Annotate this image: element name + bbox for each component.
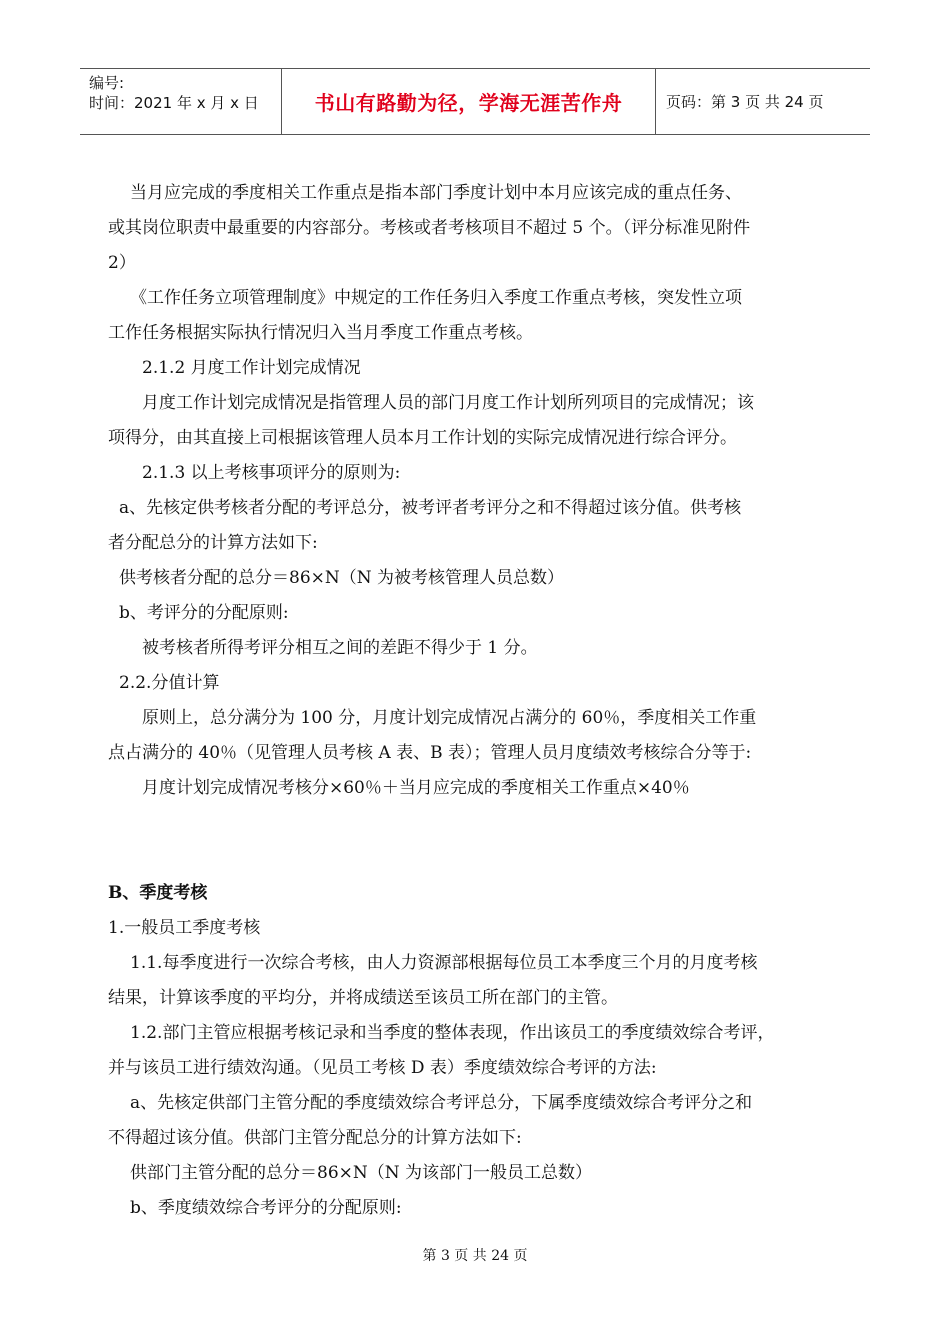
header-motto: 书山有路勤为径，学海无涯苦作舟 [282,69,656,134]
document-number-label: 编号: [89,74,125,92]
paragraph-line: 1.2.部门主管应根据考核记录和当季度的整体表现，作出该员工的季度绩效综合考评， [130,1023,775,1043]
paragraph-line: 当月应完成的季度相关工作重点是指本部门季度计划中本月应该完成的重点任务、 [130,183,742,203]
paragraph-line: 并与该员工进行绩效沟通。（见员工考核 D 表）季度绩效综合考评的方法: [108,1058,657,1078]
paragraph-line: 者分配总分的计算方法如下: [108,533,318,553]
paragraph-line: 项得分，由其直接上司根据该管理人员本月工作计划的实际完成情况进行综合评分。 [108,428,737,448]
paragraph-line: 《工作任务立项管理制度》中规定的工作任务归入季度工作重点考核，突发性立项 [130,288,742,308]
paragraph-line: 点占满分的 40％（见管理人员考核 A 表、B 表）；管理人员月度绩效考核综合分等于: [108,743,752,763]
section-heading: 1.一般员工季度考核 [108,918,261,938]
paragraph-line: b、季度绩效综合考评分的分配原则: [130,1198,402,1218]
paragraph-line: 被考核者所得考评分相互之间的差距不得少于 1 分。 [142,638,538,658]
document-date: 时间：2021 年 x 月 x 日 [89,94,259,112]
paragraph-line: 2） [108,253,136,273]
paragraph-line: 工作任务根据实际执行情况归入当月季度工作重点考核。 [108,323,533,343]
paragraph-line: a、先核定供考核者分配的考评总分，被考评者考评分之和不得超过该分值。供考核 [119,498,742,518]
formula-line: 供考核者分配的总分＝86×N（N 为被考核管理人员总数） [119,568,565,588]
section-heading: 2.1.3 以上考核事项评分的原则为: [142,463,401,483]
section-heading: 2.2.分值计算 [119,673,220,693]
paragraph-line: 1.1.每季度进行一次综合考核，由人力资源部根据每位员工本季度三个月的月度考核 [130,953,758,973]
paragraph-line: 结果，计算该季度的平均分，并将成绩送至该员工所在部门的主管。 [108,988,618,1008]
page-footer: 第 3 页 共 24 页 [422,1248,528,1264]
paragraph-line: a、先核定供部门主管分配的季度绩效综合考评总分，下属季度绩效综合考评分之和 [130,1093,753,1113]
section-title: B、季度考核 [108,883,208,903]
section-heading: 2.1.2 月度工作计划完成情况 [142,358,361,378]
paragraph-line: 原则上，总分满分为 100 分，月度计划完成情况占满分的 60％，季度相关工作重 [142,708,757,728]
paragraph-line: 或其岗位职责中最重要的内容部分。考核或者考核项目不超过 5 个。（评分标准见附件 [108,218,751,238]
paragraph-line: 不得超过该分值。供部门主管分配总分的计算方法如下: [108,1128,522,1148]
document-body [108,176,843,1226]
paragraph-line: b、考评分的分配原则: [119,603,289,623]
paragraph-line: 月度工作计划完成情况是指管理人员的部门月度工作计划所列项目的完成情况；该 [142,393,754,413]
section-spacer [108,806,843,876]
formula-line: 供部门主管分配的总分＝86×N（N 为该部门一般员工总数） [130,1163,593,1183]
header-page-number: 页码：第 3 页 共 24 页 [666,93,824,111]
page-header [80,68,870,135]
header-meta [80,69,282,134]
formula-line: 月度计划完成情况考核分×60％＋当月应完成的季度相关工作重点×40％ [142,778,690,798]
